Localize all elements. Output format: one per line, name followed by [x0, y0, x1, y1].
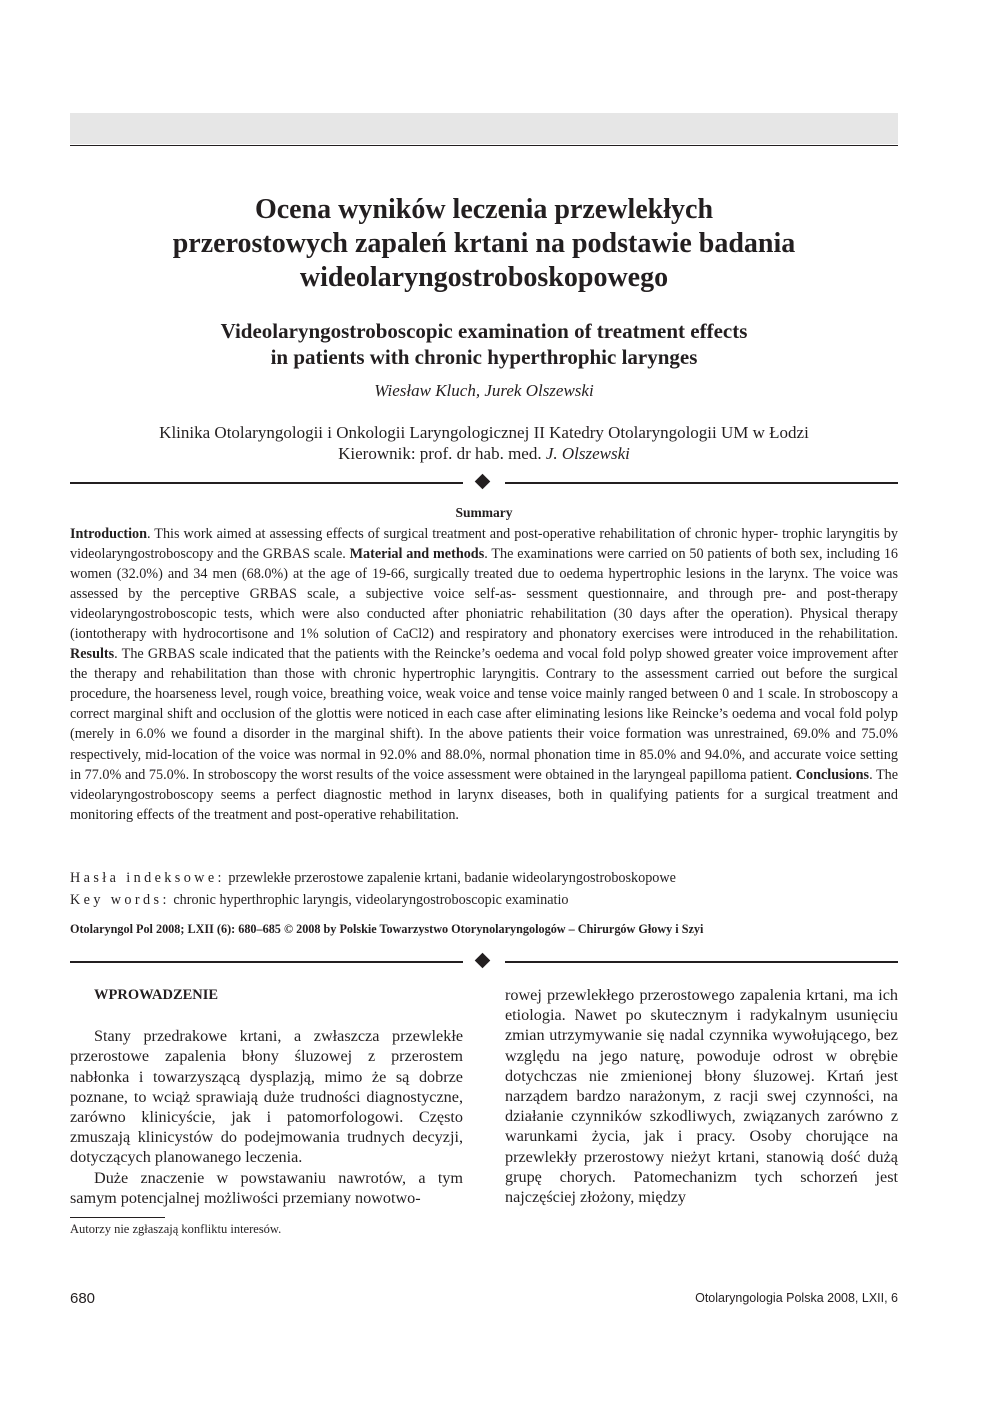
header-rule [70, 145, 898, 146]
divider-line-right [505, 961, 898, 963]
section-heading: WPROWADZENIE [94, 987, 219, 1003]
divider-summary [70, 476, 898, 490]
divider-line-left [70, 961, 463, 963]
citation: Otolaryngol Pol 2008; LXII (6): 680–685 © 2008 by Polskie Towarzystwo Otorynolaryngologów – Chirurgów Głowy i Szyi [70, 922, 704, 936]
intro-label: Introduction [70, 526, 147, 542]
body-column-right [505, 985, 898, 1207]
article-subtitle [70, 318, 898, 370]
body-paragraph: Stany przedrakowe krtani, a zwłaszcza przewlekłe przerostowe zapalenia błony śluzowej z przerostem nabłonka i towarzyszącą dysplazją, mimo że są dobrze poznane, to wciąż sprawiają duże trudności diagnostyczne, zarówno klinicyście, jak i patomorfologowi. Często zmuszają klinicystów do podejmowania trudnych decyzji, dotyczących planowanego leczenia. [70, 1027, 463, 1167]
body-paragraph: Duże znaczenie w powstawaniu nawrotów, a tym samym potencjalnej możliwości przemiany nowotwo- [70, 1168, 463, 1207]
keywords-en [70, 890, 898, 910]
keywords-en-label: Key words: [70, 892, 170, 908]
divider-body [70, 955, 898, 969]
body-paragraph: rowej przewlekłego przerostowego zapalenia krtani, ma ich etiologia. Nawet po skutecznym i radykalnym usunięciu zmian utrzymywanie się nadal czynnika wywołującego, bez względu na jego naturę, powoduje odrost w obrębie dotychczas nie zmienionej błony śluzowej. Krtań jest narządem bardzo narażonym, z racji swej czynności, na działanie czynników szkodliwych, związanych zarówno z warunkami życia, jak i pracy. Osoby chorujące na przewlekły przerostowy nieżyt krtani, stanowią dość dużą grupę chorych. Patomechanizm tych schorzeń jest najczęściej złożony, między [505, 986, 898, 1207]
conclusions-text: . The videolaryngostroboscopy seems a perfect diagnostic method in larynx diseases, both in qualifying patients for a surgical treatment and monitoring effects of the treatment and post-operative rehabilitation. [70, 766, 898, 823]
summary-text [70, 524, 898, 825]
summary-heading: Summary [455, 505, 513, 520]
intro-text: . This work aimed at assessing effects of surgical treatment and post-operative rehabilitation of chronic hyper- trophic laryngitis by videolaryngostroboscopy and the GRBAS scale. [70, 526, 898, 563]
footnote-rule [70, 1217, 165, 1218]
methods-label: Material and methods [349, 546, 485, 563]
divider-line-right [505, 482, 898, 484]
divider-line-left [70, 482, 463, 484]
department-head [70, 443, 898, 464]
diamond-icon [475, 953, 491, 969]
results-label: Results [70, 646, 115, 663]
journal-info: Otolaryngologia Polska 2008, LXII, 6 [695, 1291, 898, 1305]
header-band [70, 113, 898, 144]
article-title [70, 193, 898, 295]
keywords-en-text: chronic hyperthrophic laryngis, videolaryngostroboscopic examinatio [173, 892, 569, 908]
department-head-prefix: Kierownik: prof. dr hab. med. [338, 444, 546, 463]
methods-text: . The examinations were carried on 50 patients of both sex, including 16 women (32.0%) and 34 men (68.0%) at the age of 19-66, surgically treated due to oedema hypertrophic lesions in the larynx. The voice was assessed by the perceptive GRBAS scale, a subjective voice self-as- sessment questionnaire, and through pre- and post-therapy videolaryngostroboscopic tests, which were also conducted after phoniatric rehabilitation (30 days after the operation). Physical therapy (iontotherapy with hydrocortisone and 1% solution of CaCl2) and respiratory and phonatory exercises were introduced in the rehabilitation. [70, 546, 899, 643]
department-head-name: J. Olszewski [545, 444, 630, 463]
title-line: przerostowych zapaleń krtani na podstawie badania [172, 228, 796, 259]
title-line: wideolaryngostroboskopowego [299, 262, 669, 293]
page-number: 680 [70, 1290, 96, 1307]
keywords-pl-text: przewlekłe przerostowe zapalenie krtani, badanie wideolaryngostroboskopowe [228, 870, 676, 886]
affiliation: Klinika Otolaryngologii i Onkologii Laryngologicznej II Katedry Otolaryngologii UM w Łodzi [159, 423, 809, 442]
diamond-icon [475, 474, 491, 490]
keywords-pl-label: Hasła indeksowe: [70, 870, 225, 886]
keywords-pl [70, 868, 898, 888]
results-text: . The GRBAS scale indicated that the patients with the Reincke’s oedema and vocal fold polyp showed greater voice improvement after the therapy and rehabilitation than those with chronic hypertrophic laryngitis. Contrary to the assessment carried out before the surgical procedure, the hoarseness level, rough voice, breathing voice, weak voice and tense voice mainly ranged between 0 and 1 scale. In stroboscopy a correct marginal shift and occlusion of the glottis were noticed in each case after eliminating lesions like Reincke’s oedema and vocal fold polyp (merely in 6.0% we found a disorder in the marginal shift). In the above patients their voice formation was unrestrained, 69.0% and 75.0% respectively, mid-location of the voice was normal in 92.0% and 88.0%, normal phonation time in 85.0% and 94.0%, and accurate voice setting in 77.0% and 75.0%. In stroboscopy the worst results of the voice assessment were obtained in the laryngeal papilloma patient. [70, 646, 898, 783]
subtitle-line: Videolaryngostroboscopic examination of treatment effects [220, 319, 748, 343]
body-column-left [70, 985, 463, 1208]
footnote: Autorzy nie zgłaszają konfliktu interesów. [70, 1222, 282, 1236]
conclusions-label: Conclusions [795, 766, 870, 783]
authors: Wiesław Kluch, Jurek Olszewski [374, 381, 594, 400]
affiliation-block [70, 422, 898, 464]
title-line: Ocena wyników leczenia przewlekłych [254, 194, 714, 225]
subtitle-line: in patients with chronic hyperthrophic larynges [270, 345, 698, 369]
